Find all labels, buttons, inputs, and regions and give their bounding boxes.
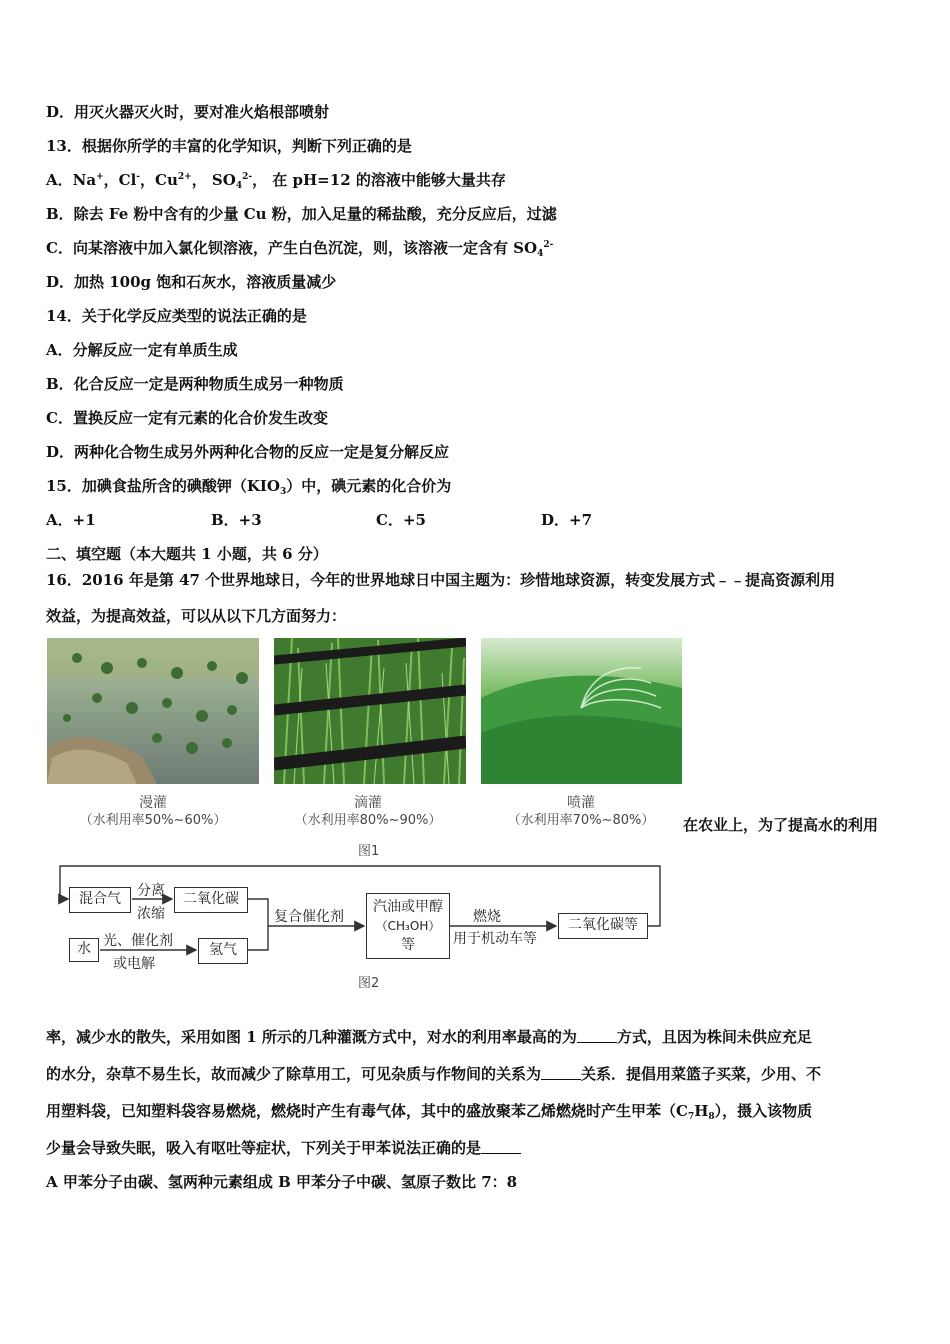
answer-blank-3[interactable] (481, 1139, 521, 1154)
q15-stem: 15．加碘食盐所含的碘酸钾$(KIO_3)$中，碘元素的化合价为 (46, 477, 452, 497)
label-electrolysis: 或电解 (113, 956, 155, 972)
q13-stem: 13．根据你所学的丰富的化学知识，判断下列正确的是 (46, 137, 412, 155)
q14-option-a: A．分解反应一定有单质生成 (46, 341, 238, 359)
q14-option-c: C．置换反应一定有元素的化合价发生改变 (46, 409, 328, 427)
q14-option-d: D．两种化合物生成另外两种化合物的反应一定是复分解反应 (46, 443, 450, 461)
q14-stem: 14．关于化学反应类型的说法正确的是 (46, 307, 307, 325)
q12-option-d: D．用灭火器灭火时，要对准火焰根部喷射 (46, 103, 330, 121)
q15-option-c: C．+5 (376, 511, 426, 529)
caption-flood: 漫灌 （水利用率50%~60%） (79, 795, 227, 828)
q16-para3: 用塑料袋，已知塑料袋容易燃烧，燃烧时产生有毒气体，其中的盛放聚苯乙烯燃烧时产生甲苯$(C_7H_8)$，摄入该物质 (46, 1102, 813, 1122)
q13-option-b: B．除去 Fe 粉中含有的少量 Cu 粉，加入足量的稀盐酸，充分反应后，过滤 (46, 205, 557, 223)
q16-para1: 率，减少水的散失，采用如图 1 所示的几种灌溉方式中，对水的利用率最高的为 方式，且因为株间未供应充足 (46, 1028, 812, 1046)
q14-option-b: B．化合反应一定是两种物质生成另一种物质 (46, 375, 344, 393)
answer-blank-1[interactable] (577, 1028, 617, 1043)
q13-option-a: A．Na+，Cl-，$Cu^{2+}$， $SO_4^{2-}$， 在 pH=12 的溶液中能够大量共存 (46, 171, 506, 191)
box-carbon-dioxide: 二氧化碳 (174, 887, 248, 913)
q13-option-d: D．加热 100g 饱和石灰水，溶液质量减少 (46, 273, 337, 291)
box-water: 水 (69, 938, 99, 962)
section-title: 二、填空题（本大题共 1 小题，共 6 分） (46, 545, 328, 563)
q15-option-a: A．+1 (46, 511, 96, 529)
label-composite-catalyst: 复合催化剂 (274, 909, 344, 925)
figure1-label: 图1 (358, 844, 380, 859)
label-for-vehicles: 用于机动车等 (453, 931, 537, 947)
q15-option-b: B．+3 (211, 511, 262, 529)
caption-sprinkler: 喷灌 （水利用率70%~80%） (507, 795, 655, 828)
label-burn: 燃烧 (473, 909, 501, 925)
sprinkler-irrigation-photo (481, 638, 682, 784)
box-mixed-gas: 混合气 (69, 887, 131, 913)
q16-line1: 16．2016 年是第 47 个世界地球日，今年的世界地球日中国主题为：珍惜地球资源，转变发展方式﹣﹣提高资源利用 (46, 571, 836, 589)
label-concentrate: 浓缩 (137, 906, 165, 922)
q16-line2: 效益，为提高效益，可以从以下几方面努力： (46, 607, 347, 625)
box-hydrogen: 氢气 (198, 938, 248, 964)
q16-text-right: 在农业上，为了提高水的利用 (683, 816, 879, 834)
answer-blank-2[interactable] (541, 1065, 581, 1080)
q15-option-d: D．+7 (541, 511, 593, 529)
q16-para2: 的水分，杂草不易生长，故而减少了除草用工，可见杂质与作物间的关系为 关系．提倡用菜篮子买菜，少用、不 (46, 1065, 822, 1083)
q16-options: A 甲苯分子由碳、氢两种元素组成 B 甲苯分子中碳、氢原子数比 7：8 (46, 1173, 518, 1191)
caption-drip: 滴灌 （水利用率80%~90%） (294, 795, 442, 828)
q16-para4: 少量会导致失眠，吸入有呕吐等症状，下列关于甲苯说法正确的是 (46, 1138, 521, 1158)
label-light-catalyst: 光、催化剂 (103, 933, 173, 949)
label-separate: 分离 (137, 883, 165, 899)
box-carbon-dioxide-etc: 二氧化碳等 (558, 913, 648, 939)
drip-irrigation-photo (274, 638, 466, 784)
q13-option-c: C．向某溶液中加入氯化钡溶液，产生白色沉淀，则，该溶液一定含有 $SO_4^{2-}$ (46, 239, 554, 259)
box-fuel: 汽油或甲醇 （CH₃OH） 等 (366, 893, 450, 959)
flood-irrigation-photo (47, 638, 259, 784)
figure2-label: 图2 (358, 976, 380, 991)
